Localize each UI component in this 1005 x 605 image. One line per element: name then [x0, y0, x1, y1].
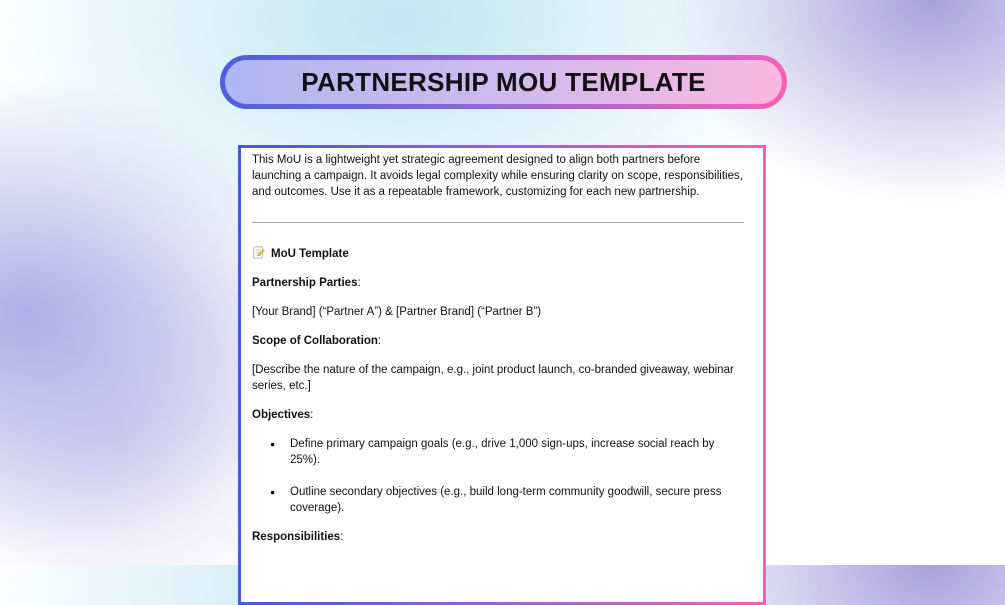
- heading-colon: :: [357, 277, 361, 289]
- section-heading-label: Partnership Parties: [252, 277, 358, 289]
- heading-colon: :: [340, 531, 344, 543]
- section-heading-partnership-parties: [252, 275, 744, 291]
- divider: [252, 222, 744, 223]
- objectives-list-item: [290, 436, 744, 468]
- template-heading-label: MoU Template: [271, 248, 349, 260]
- objectives-list-item: [290, 484, 744, 516]
- objectives-list: [252, 436, 744, 516]
- title-banner: [220, 55, 787, 109]
- section-heading-label: Responsibilities: [252, 531, 341, 543]
- intro-paragraph: This MoU is a lightweight yet strategic agreement designed to align both partners before launching a campaign. It avoids legal complexity while ensuring clarity on scope, responsibilities, and outcomes. Use it as a repeatable framework, customizing for each new partnership.: [252, 154, 743, 198]
- page-title: PARTNERSHIP MOU TEMPLATE: [301, 66, 706, 97]
- section-heading-label: Objectives: [252, 409, 311, 421]
- heading-colon: :: [310, 409, 314, 421]
- partnership-parties-text: [Your Brand] (“Partner A”) & [Partner Brand] (“Partner B”): [252, 306, 542, 318]
- scope-text: [Describe the nature of the campaign, e.g., joint product launch, co-branded giveaway, webinar series, etc.]: [252, 364, 734, 392]
- template-heading: [252, 246, 744, 262]
- memo-icon: [252, 246, 265, 259]
- objectives-item-text: Define primary campaign goals (e.g., drive 1,000 sign-ups, increase social reach by 25%).: [290, 438, 715, 466]
- heading-colon: :: [377, 335, 382, 347]
- mou-template-card: [238, 145, 766, 605]
- section-heading-objectives: [252, 407, 744, 423]
- section-heading-scope: [252, 333, 744, 349]
- section-heading-responsibilities: [252, 529, 744, 545]
- section-heading-label: Scope of Collaboration: [252, 335, 378, 347]
- objectives-item-text: Outline secondary objectives (e.g., build long-term community goodwill, secure press coverage).: [290, 486, 722, 514]
